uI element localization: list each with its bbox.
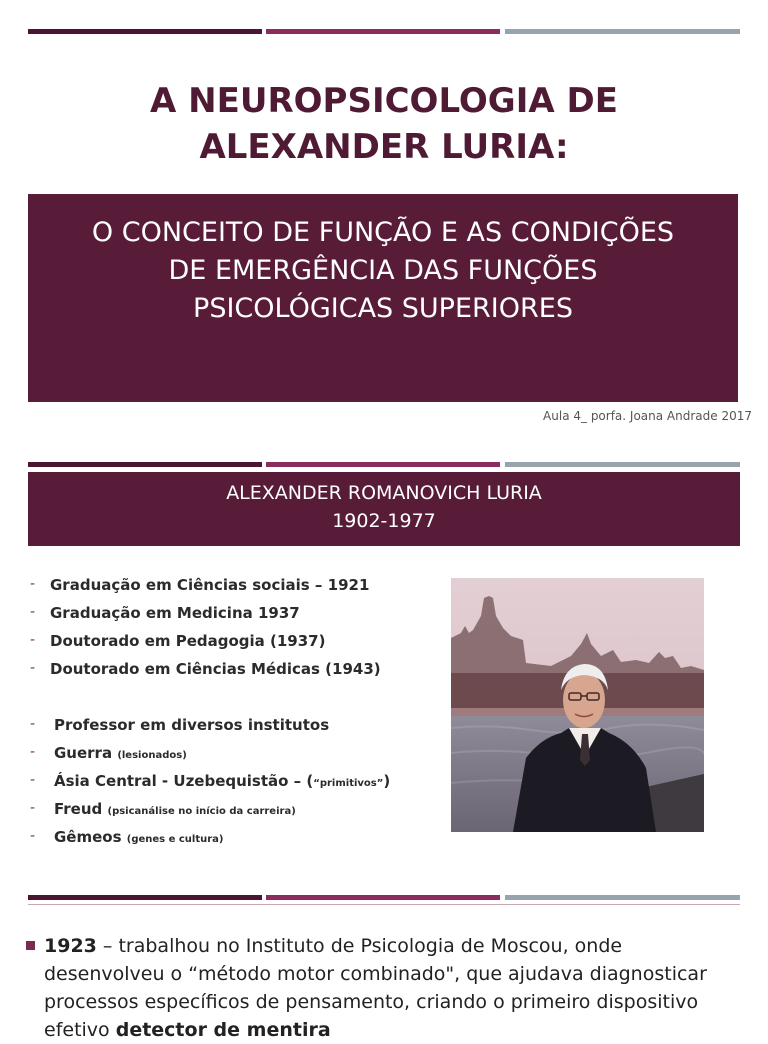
bio-paragraph: 1923 – trabalhou no Instituto de Psicologia de Moscou, onde desenvolveu o “método motor combinado", que ajudava diagnosticar processos específicos de pensamento, criando o primeiro dispositivo efetivo detector de mentira xyxy=(26,932,746,1044)
list-item: - Professor em diversos institutos xyxy=(30,716,330,734)
education-list xyxy=(30,576,440,688)
person-years: 1902-1977 xyxy=(332,510,436,532)
divider xyxy=(28,904,740,905)
slide-title: A NEUROPSICOLOGIA DE ALEXANDER LURIA: xyxy=(150,81,618,167)
person-name: ALEXANDER ROMANOVICH LURIA xyxy=(226,482,542,504)
list-item: - Gêmeos (genes e cultura) xyxy=(30,828,224,846)
square-bullet-icon xyxy=(26,941,35,950)
list-item: - Freud (psicanálise no início da carreira) xyxy=(30,800,296,818)
list-item: - Doutorado em Ciências Médicas (1943) xyxy=(30,660,381,678)
slide-footer: Aula 4_ porfa. Joana Andrade 2017 xyxy=(543,409,752,423)
portrait-photo xyxy=(451,578,704,832)
list-item: - Graduação em Ciências sociais – 1921 xyxy=(30,576,370,594)
activities-list xyxy=(30,716,450,856)
list-item: - Guerra (lesionados) xyxy=(30,744,187,762)
top-accent-bar xyxy=(28,29,740,34)
photo-image xyxy=(451,578,704,832)
subtitle-banner xyxy=(28,194,738,402)
list-item: - Ásia Central - Uzebequistão – (“primitivos”) xyxy=(30,772,391,790)
bottom-accent-bar xyxy=(28,895,740,900)
list-item: - Doutorado em Pedagogia (1937) xyxy=(30,632,326,650)
name-banner xyxy=(28,472,740,546)
section-accent-bar xyxy=(28,462,740,467)
list-item: - Graduação em Medicina 1937 xyxy=(30,604,300,622)
slide-subtitle: O CONCEITO DE FUNÇÃO E AS CONDIÇÕES DE EMERGÊNCIA DAS FUNÇÕES PSICOLÓGICAS SUPERIORES xyxy=(91,217,675,324)
